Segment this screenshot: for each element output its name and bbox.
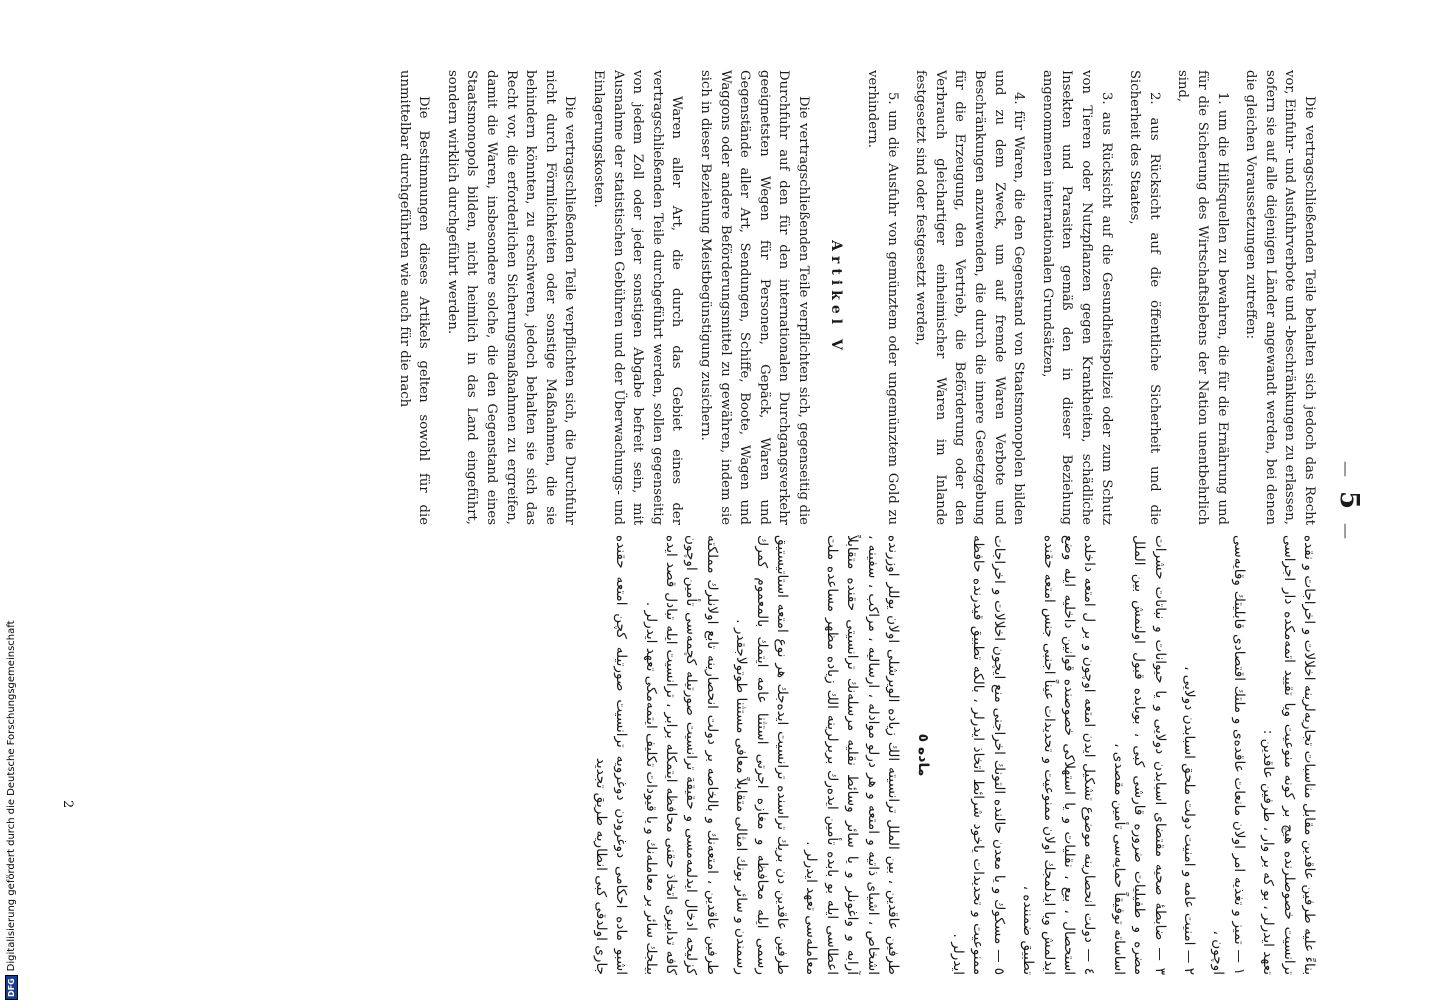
- german-column: [139, 70, 1319, 525]
- ottoman-article-heading: ماده ٥: [915, 733, 932, 777]
- german-article-heading: Artikel V: [827, 240, 844, 355]
- german-intro-paragraph: Die vertragschließenden Teile behalten sich jedoch das Recht vor, Einfuhr- und Ausfuhrverbote und -beschränkungen zu erlassen, sofern sie auf alle diejenigen Länder angewandt werden, bei denen die gleichen Voraussetzungen zutreffen:: [1243, 70, 1317, 525]
- ottoman-article5-paragraph-4: اشبو ماده احكامى دوغرودن دوغرويه ترانسيت صورتيله كچن امتعه حقنده جارى اولدقى كبى انطاريه طريق تجديد: [592, 535, 630, 975]
- digitization-credit: [2, 600, 20, 1000]
- ottoman-item-4: ٤ — دولت انحصارينه موضوع تشكيل ايدن امتعه اوچون و بر ل امتعه داخلده استحصال ، بيع ، نقليات و يا استهلاكى خصوصنده قوانين داخليه ايله وضع ايدلمش ويا ايدلمجك اولان ممنوعيت و تحديدات عيناً اجنبى جنس امتعه حقنده تطبيق ضمننده ،: [1020, 535, 1098, 975]
- ottoman-article5-paragraph-3: طرفين عاقدين ، امتعه‌نك و بالخاصه بر دولت انحصارينه تابع اولانلرك مملكته كزليجه ادخال ايدلمه‌مسى و حقيقة ترانسيت صورتيله كچمه‌سى تأمين اوچون كافه تدابيرى اتخاذ حقنى محافظه ايتمكله برابر ، ترانسيت ايله تبادل قصد ايده بيلجك سائر بر معامله‌نك و يا قيودات تكليف ايتمه‌مكى تعهد ايدرلر .: [642, 535, 720, 975]
- ottoman-item-2: ٢ — امنيت عامه و امنيت دولت ملحق اسبابدن دولايى ،: [1180, 666, 1197, 975]
- ottoman-item-1: ١ — تميز و تغذيه امر اولان مانعات عاقده‌ى و ملتك اقتصادى قابليتك وقايه‌سى اوچون ،: [1210, 535, 1247, 975]
- credit-text: Digitalisierung gefördert durch die Deutsche Forschungsgemeinschaft: [5, 620, 17, 972]
- german-item-3: 3. aus Rücksicht auf die Gesundheitspolizei oder zum Schutz von Tieren oder Nutzpflanzen gegen Krankheiten, schädliche Insekten und Parasiten gemäß den in dieser Beziehung angenommenen internationalen Grundsätzen,: [1039, 70, 1114, 525]
- ottoman-item-3: ٣ — ضابطهٔ صحيه مقتضاى اسبابدن دولايى و يا حيوانات و نباتات حشرات مضره و طفيليات ضروره قارشى كبى ، بوبابده قبول اولنمش بين الملل اساساته توفيقاً حمايه‌سى تأمين مقصدى ،: [1110, 535, 1168, 975]
- german-item-2: 2. aus Rücksicht auf die öffentliche Sicherheit und die Sicherheit des Staates,: [1127, 70, 1162, 525]
- dfg-logo-icon: DFG: [5, 975, 18, 1000]
- german-item-1: 1. um die Hilfsquellen zu bewahren, die für die Ernährung und für die Sicherung des Wirtschaftslebens der Nation unentbehrlich sind,: [1175, 70, 1230, 525]
- german-item-4: 4. für Waren, die den Gegenstand von Staatsmonopolen bilden und zu dem Zweck, um auf fremde Waren Verbote und Beschränkungen anzuwenden, die durch die innere Gesetzgebung für die Erzeugung, den Vertrieb, die Beförderung oder den Verbrauch gleichartiger einheimischer Waren im Inlande festgesetzt sind oder festgesetzt werden,: [913, 70, 1027, 525]
- ottoman-column: [139, 535, 1319, 975]
- german-article5-paragraph-4: Die Bestimmungen dieses Artikels gelten sowohl für die unmittelbar durchgeführten wie auch für die nach: [396, 70, 432, 525]
- german-item-5: 5. um die Ausfuhr von gemünztem oder ungemünztem Gold zu verhindern.: [865, 70, 900, 525]
- ottoman-intro-paragraph: بناءً عليه طرفين عاقدين مقابل مناسبات تجاريه‌لرينه اخلالات و اخراجات و نقده ترانسيت خصوصلرنده هيچ بر كونه منوعيت ويا تقييد اتمه‌مكده دار اجراسى تعهد ايدرلر ، بو كه بر وار ، طرفين عاقدين :: [1260, 535, 1317, 975]
- ottoman-article5-paragraph-1: طرفين عاقدين ، بين الملل ترانسيته الك زياده الويرشلى اولان يوللر اوزرنده اشخاص ، اشياى ذاتيه و امتعه و هر درلو موادله ، ارساليه ، مراكب ، سفينه ، آرابه و واغونلر و يا سائر وسائط نقليه مرسله‌نك ترانسيتى حقنده متقابلاً اعطاسى ايله بو بابده تأمين ايده‌رك بربرلرينه الك زياده مظهر مساعده ملت معامله‌سى تعهد ايدرلر .: [803, 535, 902, 975]
- ottoman-article5-paragraph-2: طرفين عاقدين دن بريك تراسنده ترانسيت ايده‌جك هر نوع امتعه استاتيستيق رسمى ايله محافظه و مغازه اجرتى استثنا عامه ايتمك بالمعموم كمرك رسمندن و سائر بونك امثالى متقابلاً معافى مستثنا طوتولاجقدر .: [733, 535, 791, 975]
- german-article5-paragraph-3: Die vertragschließenden Teile verpflichten sich, die Durchfuhr nicht durch Förmlichkeiten oder sonstige Maßnahmen, die sie behindern könnten, zu erschweren, jedoch behalten sie sich das Recht vor, die erforderlichen Sicherungsmaßnahmen zu ergreifen, damit die Waren, insbesondere solche, die den Gegenstand eines Staatsmonopols bilden, nicht heimlich in das Land eingeführt, sondern wirklich durchgeführt werden.: [444, 70, 578, 525]
- ottoman-item-5: ٥ — مسكوك و يا معدن حالنده التونك اخراجنى منع ايچون اخلالات و اخراجات ممنوعيت و تحديدات ياخود شرائط اتخاذ ايدرلر ، بالكه تطبيق قيدرنده حافظه ايدرلر .: [949, 535, 1007, 975]
- german-article5-paragraph-1: Die vertragschließenden Teile verpflichten sich, gegenseitig die Durchfuhr auf den für den internationalen Durchgangsverkehr geeignetsten Wegen für Personen, Gepäck, Waren und Gegenstände aller Art, Sendungen, Schiffe, Boote, Wagen und Waggons oder andere Beförderungsmittel zu gewähren, indem sie sich in dieser Beziehung Meistbegünstigung zusichern.: [697, 70, 811, 525]
- german-article5-paragraph-2: Waren aller Art, die durch das Gebiet eines der vertragschließenden Teile durchgeführt werden, sollen gegenseitig von jedem Zoll oder jeder sonstigen Abgabe befreit sein, mit Ausnahme der statistischen Gebühren und der Überwachungs- und Einlagerungskosten.: [591, 70, 685, 525]
- bottom-page-number: 2: [60, 800, 75, 809]
- page-number: —5—: [1334, 460, 1364, 540]
